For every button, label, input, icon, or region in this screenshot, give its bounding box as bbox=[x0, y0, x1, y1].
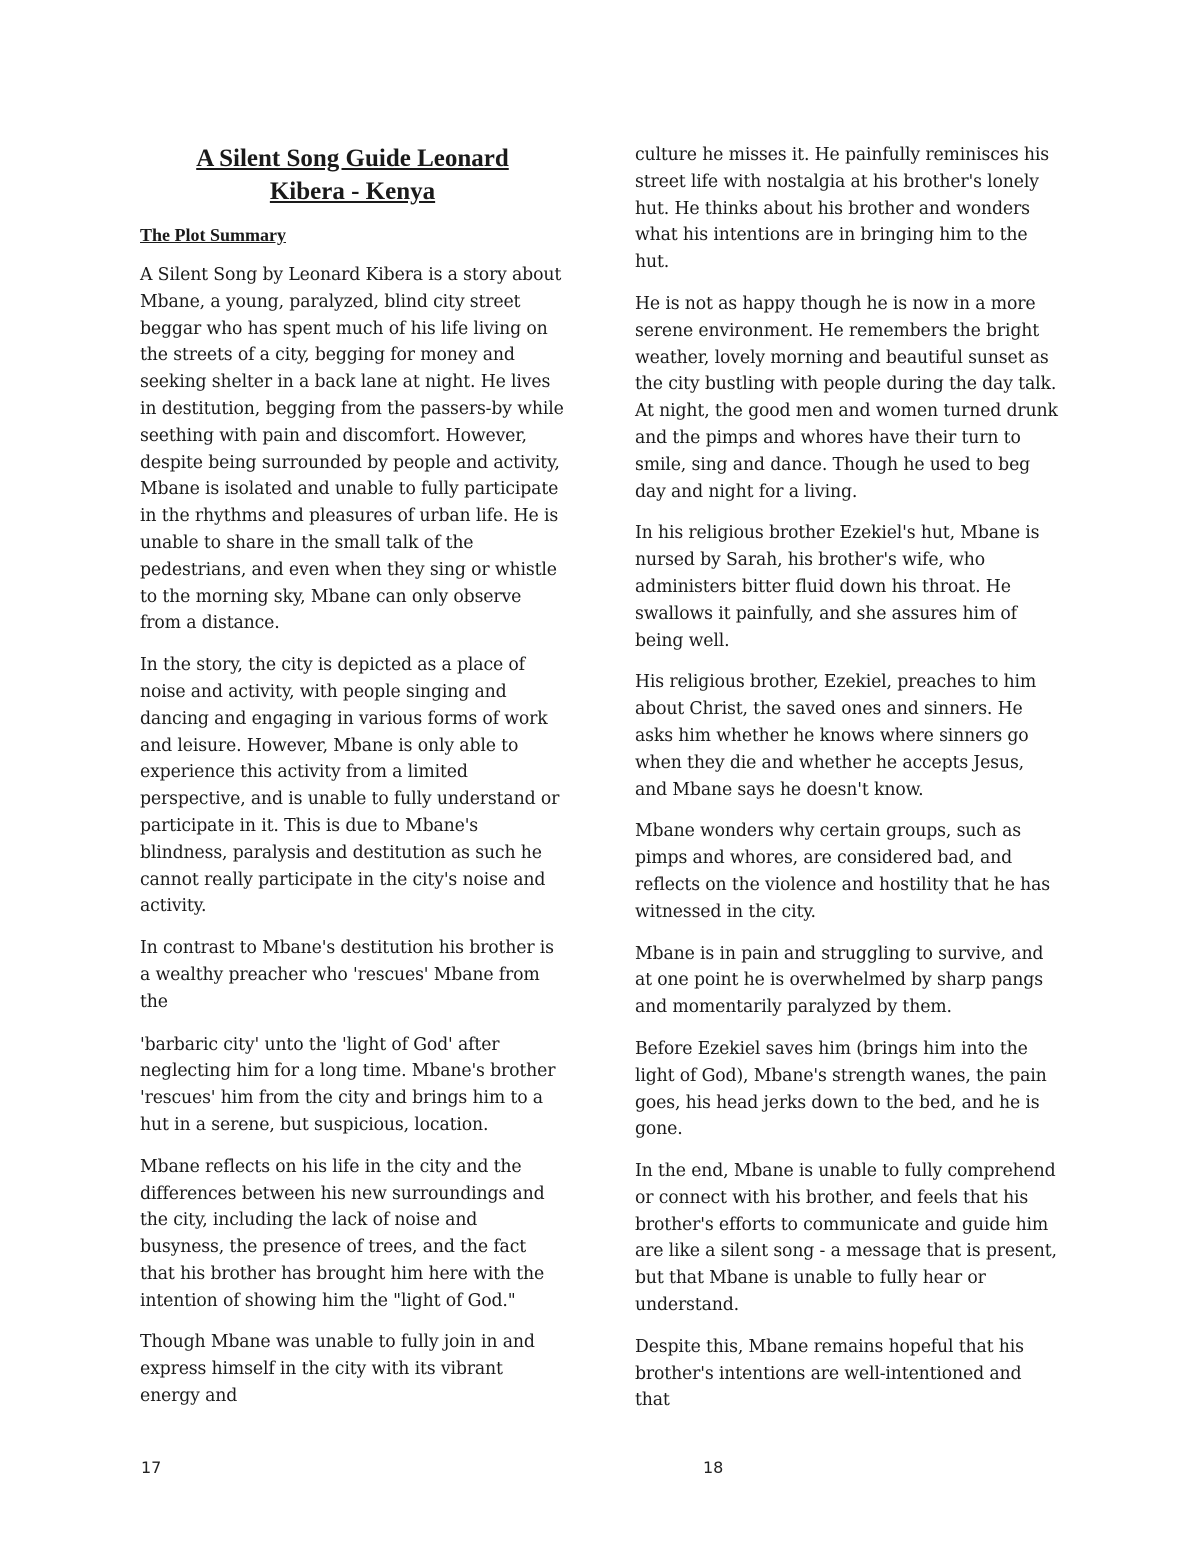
paragraph: He is not as happy though he is now in a more serene environment. He remembers the bright weather, lovely morning and beautiful sunset as the city bustling with people during the day talk. At night, the good men and women turned drunk and the pimps and whores have their turn to smile, sing and dance. Though he used to beg day and night for a living. bbox=[635, 293, 1058, 502]
right-page-column bbox=[635, 142, 1060, 1429]
paragraph: Before Ezekiel saves him (brings him into the light of God), Mbane's strength wanes, the pain goes, his head jerks down to the bed, and he is gone. bbox=[635, 1038, 1047, 1140]
section-heading: The Plot Summary bbox=[140, 225, 286, 245]
page-number-right: 18 bbox=[703, 1458, 724, 1477]
title-line-1: A Silent Song Guide Leonard bbox=[196, 145, 509, 172]
paragraph: 'barbaric city' unto the 'light of God' after neglecting him for a long time. Mbane's brother 'rescues' him from the city and brings him to a hut in a serene, but suspicious, location. bbox=[140, 1034, 556, 1135]
paragraph: Mbane is in pain and struggling to survive, and at one point he is overwhelmed by sharp pangs and momentarily paralyzed by them. bbox=[635, 943, 1044, 1018]
page-number-left: 17 bbox=[141, 1458, 162, 1477]
paragraph: In contrast to Mbane's destitution his brother is a wealthy preacher who 'rescues' Mbane from the bbox=[140, 938, 554, 1012]
paragraph: In the end, Mbane is unable to fully comprehend or connect with his brother, and feels that his brother's efforts to communicate and guide him are like a silent song - a message that is present, but that Mbane is unable to fully hear or understand. bbox=[635, 1161, 1057, 1316]
paragraph: A Silent Song by Leonard Kibera is a story about Mbane, a young, paralyzed, blind city street beggar who has spent much of his life living on the streets of a city, begging for money and seeking shelter in a back lane at night. He lives in destitution, begging from the passers-by while seething with pain and discomfort. However, despite being surrounded by people and activity, Mbane is isolated and unable to fully participate in the rhythms and pleasures of urban life. He is unable to share in the small talk of the pedestrians, and even when they sing or whistle to the morning sky, Mbane can only observe from a distance. bbox=[140, 265, 564, 634]
paragraph: Despite this, Mbane remains hopeful that his brother's intentions are well-intentioned and that bbox=[635, 1336, 1024, 1411]
paragraph: In his religious brother Ezekiel's hut, Mbane is nursed by Sarah, his brother's wife, who administers bitter fluid down his throat. He swallows it painfully, and she assures him of being well. bbox=[635, 523, 1040, 651]
document-title bbox=[140, 142, 565, 208]
paragraph: His religious brother, Ezekiel, preaches to him about Christ, the saved ones and sinners. He asks him whether he knows where sinners go when they die and whether he accepts Jesus, and Mbane says he doesn't know. bbox=[635, 672, 1037, 800]
paragraph: culture he misses it. He painfully reminisces his street life with nostalgia at his brother's lonely hut. He thinks about his brother and wonders what his intentions are in bringing him to the hut. bbox=[635, 145, 1049, 273]
title-line-2: Kibera - Kenya bbox=[269, 178, 436, 205]
left-page-column bbox=[140, 142, 565, 1425]
paragraph: Mbane reflects on his life in the city and the differences between his new surroundings and the city, including the lack of noise and busyness, the presence of trees, and the fact that his brother has brought him here with the intention of showing him the "light of God." bbox=[140, 1156, 545, 1311]
paragraph: Mbane wonders why certain groups, such as pimps and whores, are considered bad, and reflects on the violence and hostility that he has witnessed in the city. bbox=[635, 821, 1051, 922]
paragraph: In the story, the city is depicted as a place of noise and activity, with people singing and dancing and engaging in various forms of work and leisure. However, Mbane is only able to experience this activity from a limited perspective, and is unable to fully understand or participate in it. This is due to Mbane's blindness, paralysis and destitution as such he cannot really participate in the city's noise and activity. bbox=[140, 655, 560, 917]
paragraph: Though Mbane was unable to fully join in and express himself in the city with its vibrant energy and bbox=[140, 1332, 535, 1407]
